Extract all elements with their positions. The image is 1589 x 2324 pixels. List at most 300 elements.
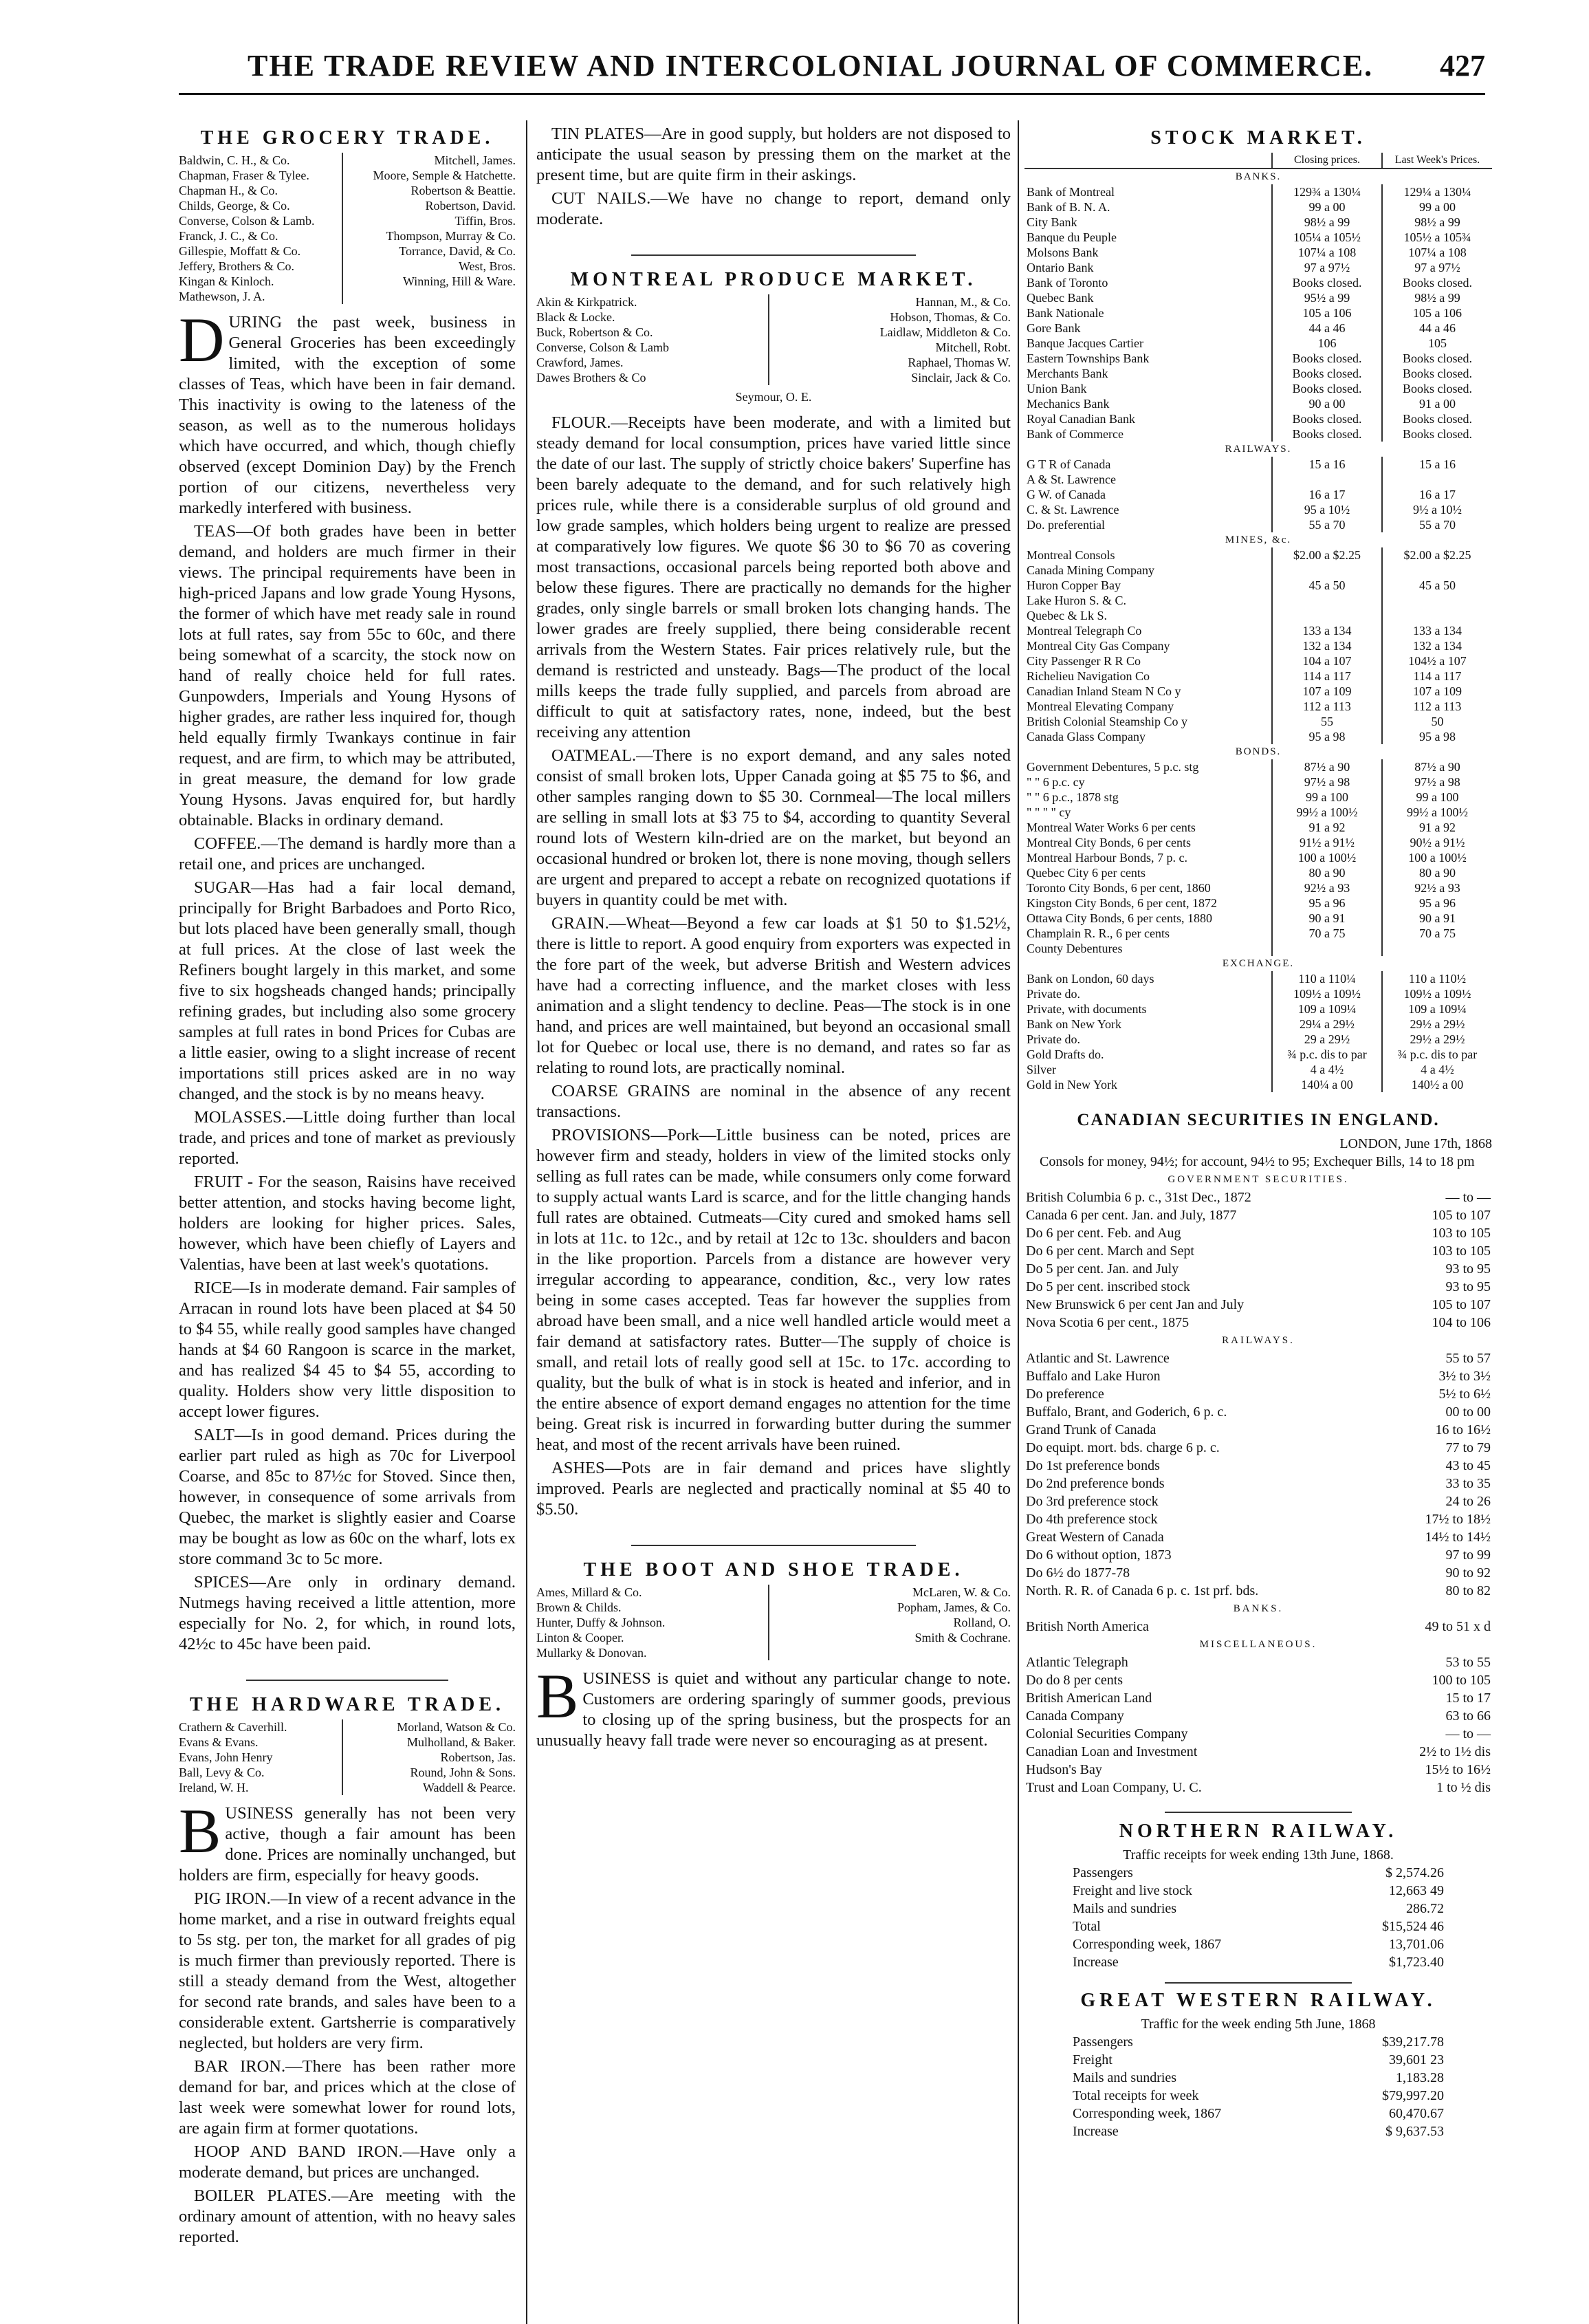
- table-row: [1024, 865, 1492, 880]
- last-week-price: ¾ p.c. dis to par: [1382, 1047, 1492, 1062]
- column-2: [536, 124, 1011, 1754]
- securities-category: RAILWAYS.: [1222, 1335, 1295, 1346]
- securities-category-row: [1024, 1332, 1492, 1349]
- column-3: [1024, 124, 1492, 2140]
- security-name: Molsons Bank: [1027, 246, 1099, 259]
- last-week-price: [1382, 941, 1492, 956]
- closing-price: [1272, 941, 1382, 956]
- firm-name: Mulholland, & Baker.: [407, 1735, 516, 1749]
- last-week-price: Books closed.: [1382, 426, 1492, 442]
- quote: 1 to ½ dis: [1436, 1780, 1491, 1795]
- traffic-item: Mails and sundries: [1073, 2070, 1177, 2085]
- table-row: [1024, 336, 1492, 351]
- security-name: North. R. R. of Canada 6 p. c. 1st prf. bds.: [1026, 1583, 1259, 1598]
- column-1: [179, 124, 516, 2250]
- security-name: Nova Scotia 6 per cent., 1875: [1026, 1315, 1190, 1330]
- last-week-price: 105: [1382, 336, 1492, 351]
- security-name: Silver: [1027, 1063, 1056, 1076]
- security-name: Gold Drafts do.: [1027, 1047, 1104, 1061]
- stock-col-closing: Closing prices.: [1272, 153, 1382, 169]
- security-name: Do 5 per cent. inscribed stock: [1026, 1279, 1190, 1294]
- hardware-title: THE HARDWARE TRADE.: [189, 1694, 505, 1715]
- paragraph: TIN PLATES—Are in good supply, but holders are not disposed to anticipate the usual season by pressing them on the market at the present time, but are quite firm in their askings.: [536, 124, 1011, 184]
- last-week-price: 109½ a 109½: [1382, 986, 1492, 1001]
- paragraph: RICE—Is in moderate demand. Fair samples of Arracan in round lots have been placed at $4 50 to $4 55, while really good samples have changed hands at $4 60 Rangoon is scarce in the market, and has realized $4 45 to $4 55, according to quality. Holders show very little disposition to accept lower figures.: [179, 1279, 516, 1421]
- boot-firms-left: [536, 1585, 768, 1660]
- table-row: [1024, 275, 1492, 290]
- quote: 53 to 55: [1445, 1655, 1491, 1670]
- last-week-price: 95 a 98: [1382, 729, 1492, 744]
- closing-price: [1272, 593, 1382, 608]
- last-week-price: $2.00 a $2.25: [1382, 547, 1492, 563]
- firm-name: Buck, Robertson & Co.: [536, 325, 653, 339]
- closing-price: 95 a 98: [1272, 729, 1382, 744]
- security-name: Do 6½ do 1877-78: [1026, 1565, 1130, 1581]
- security-name: Merchants Bank: [1027, 367, 1108, 380]
- produce-firms-right: [768, 294, 1011, 385]
- last-week-price: 104½ a 107: [1382, 653, 1492, 669]
- firm-name: Evans, John Henry: [179, 1750, 273, 1764]
- firm-name: Ball, Levy & Co.: [179, 1766, 265, 1779]
- table-row: [1024, 1017, 1492, 1032]
- table-row: [1024, 1260, 1492, 1278]
- closing-price: 140¼ a 00: [1272, 1077, 1382, 1092]
- paragraph: SUGAR—Has had a fair local demand, principally for Bright Barbadoes and Porto Rico, but lots placed have been generally small, though at full prices. At the close of last week the Refiners bought largely in this market, and some five to six hogsheads changed hands; principally refining grades, but including also some grocery samples at full rates in bond Prices for Cubas are a little easier, owing to a slight increase of recent importations still prices asked are in no way changed, and the stock is by no means heavy.: [179, 878, 516, 1103]
- last-week-price: 45 a 50: [1382, 578, 1492, 593]
- quote: 43 to 45: [1445, 1458, 1491, 1473]
- table-row: [1024, 1421, 1492, 1439]
- northern-title: NORTHERN RAILWAY.: [1119, 1821, 1398, 1842]
- firm-name: Hobson, Thomas, & Co.: [890, 310, 1011, 324]
- stock-category: RAILWAYS.: [1225, 444, 1292, 455]
- table-row: [1024, 1653, 1492, 1671]
- last-week-price: 97½ a 98: [1382, 774, 1492, 790]
- grocery-body: [179, 305, 516, 1655]
- table-row: [1024, 1725, 1492, 1743]
- table-row: [1024, 366, 1492, 381]
- table-row: [1024, 1403, 1492, 1421]
- closing-price: 70 a 75: [1272, 926, 1382, 941]
- closing-price: 99½ a 100½: [1272, 805, 1382, 820]
- firm-name: Moore, Semple & Hatchette.: [373, 169, 516, 182]
- table-row: [1024, 1349, 1492, 1367]
- security-name: Buffalo, Brant, and Goderich, 6 p. c.: [1026, 1404, 1227, 1420]
- securities-category-row: [1024, 1636, 1492, 1653]
- table-row: [1024, 305, 1492, 321]
- produce-firm-center: Seymour, O. E.: [735, 390, 812, 404]
- paragraph: BAR IRON.—There has been rather more demand for bar, and prices which at the close of last week were somewhat lower for round lots, are again firm at former quotations.: [179, 2057, 516, 2138]
- table-row: [1024, 1001, 1492, 1017]
- paragraph: PIG IRON.—In view of a recent advance in the home market, and a rise in outward freights equal to 5s stg. per ton, the market for all grades of pig is much firmer than previously reported. There is still a steady demand from the West, altogether for second rate brands, and sales have been to a considerable extent. Gartsherrie is comparatively neglected, but holders are very firm.: [179, 1889, 516, 2052]
- closing-price: 29¼ a 29½: [1272, 1017, 1382, 1032]
- last-week-price: [1382, 563, 1492, 578]
- closing-price: 107¼ a 108: [1272, 245, 1382, 260]
- stock-table: [1024, 153, 1492, 1092]
- security-name: Quebec City 6 per cents: [1027, 866, 1146, 880]
- security-name: Do 6 without option, 1873: [1026, 1547, 1172, 1563]
- quote: — to —: [1445, 1726, 1491, 1741]
- section-divider: [246, 1680, 448, 1681]
- security-name: Do do 8 per cents: [1026, 1673, 1124, 1688]
- firm-name: Ireland, W. H.: [179, 1781, 249, 1794]
- last-week-price: [1382, 608, 1492, 623]
- table-row: [1024, 1047, 1492, 1062]
- security-name: City Passenger R R Co: [1027, 654, 1141, 668]
- firm-name: Mitchell, Robt.: [935, 340, 1011, 354]
- total-label: Total: [1073, 1919, 1101, 1934]
- stock-category-row: [1024, 442, 1492, 457]
- closing-price: [1272, 608, 1382, 623]
- quote: 105 to 107: [1432, 1297, 1491, 1312]
- table-row: [1024, 669, 1492, 684]
- security-name: Quebec & Lk S.: [1027, 609, 1107, 622]
- table-row: [1024, 941, 1492, 956]
- security-name: Do 6 per cent. Feb. and Aug: [1026, 1226, 1181, 1241]
- closing-price: 95½ a 99: [1272, 290, 1382, 305]
- quote: 17½ to 18½: [1425, 1512, 1491, 1527]
- table-row: [1024, 1385, 1492, 1403]
- security-name: Bank of Montreal: [1027, 185, 1115, 199]
- firm-name: Mathewson, J. A.: [179, 290, 265, 303]
- security-name: Toronto City Bonds, 6 per cent, 1860: [1027, 881, 1211, 895]
- security-name: Great Western of Canada: [1026, 1530, 1164, 1545]
- stock-title: STOCK MARKET.: [1150, 127, 1366, 149]
- quote: 93 to 95: [1445, 1261, 1491, 1277]
- northern-subtitle: Traffic receipts for week ending 13th June, 1868.: [1123, 1847, 1394, 1863]
- security-name: British American Land: [1026, 1691, 1152, 1706]
- stock-header-row: [1024, 153, 1492, 169]
- traffic-item: Passengers: [1073, 1865, 1133, 1880]
- security-name: Bank of B. N. A.: [1027, 200, 1110, 214]
- gw-table: [1071, 2033, 1445, 2140]
- last-week-price: 91 a 00: [1382, 396, 1492, 411]
- quote: 103 to 105: [1432, 1226, 1491, 1241]
- security-name: G W. of Canada: [1027, 488, 1106, 501]
- security-name: Canada Glass Company: [1027, 730, 1146, 743]
- security-name: Hudson's Bay: [1026, 1762, 1102, 1777]
- last-week-price: 133 a 134: [1382, 623, 1492, 638]
- traffic-item: Freight: [1073, 2052, 1113, 2067]
- closing-price: 45 a 50: [1272, 578, 1382, 593]
- firm-name: Torrance, David, & Co.: [399, 244, 516, 258]
- firm-name: Robertson, David.: [425, 199, 516, 213]
- securities-title: CANADIAN SECURITIES IN ENGLAND.: [1077, 1111, 1440, 1129]
- closing-price: 129¾ a 130¼: [1272, 184, 1382, 199]
- quote: 14½ to 14½: [1425, 1530, 1491, 1545]
- running-title: THE TRADE REVIEW AND INTERCOLONIAL JOURNAL OF COMMERCE.: [248, 49, 1374, 83]
- table-row: [1024, 971, 1492, 986]
- table-row: [1024, 1492, 1492, 1510]
- page-number: 427: [1440, 49, 1485, 83]
- security-name: " " 6 p.c. cy: [1027, 775, 1085, 789]
- grocery-title: THE GROCERY TRADE.: [200, 127, 494, 149]
- table-row: [1024, 1564, 1492, 1582]
- last-week-price: 16 a 17: [1382, 487, 1492, 502]
- security-name: Quebec Bank: [1027, 291, 1094, 305]
- closing-price: Books closed.: [1272, 366, 1382, 381]
- grocery-firms-right: [342, 153, 516, 304]
- security-name: City Bank: [1027, 215, 1077, 229]
- table-row: [1024, 199, 1492, 215]
- quote: 100 to 105: [1432, 1673, 1491, 1688]
- security-name: Do 3rd preference stock: [1026, 1494, 1159, 1509]
- table-row: [1024, 926, 1492, 941]
- last-week-price: 100 a 100½: [1382, 850, 1492, 865]
- security-name: Richelieu Navigation Co: [1027, 669, 1150, 683]
- produce-firms-left: [536, 294, 768, 385]
- firm-name: Crawford, James.: [536, 356, 624, 369]
- paragraph: BUSINESS is quiet and without any particular change to note. Customers are ordering sparingly of summer goods, previous to closing up of the spring business, but the prospects for an unusually heavy fall trade were never so encouraging as at present.: [536, 1661, 1011, 1750]
- paragraph: DURING the past week, business in General Groceries has been exceedingly limited, with the exception of some classes of Teas, which have been in fair demand. This inactivity is owing to the lateness of the season, as well as to the numerous holidays which have occurred, and which, though chiefly observed (except Dominion Day) by the French portion of our citizens, nevertheless very markedly interfered with business.: [179, 305, 516, 517]
- table-row: [1024, 472, 1492, 487]
- firm-name: Black & Locke.: [536, 310, 615, 324]
- table-row: [1024, 986, 1492, 1001]
- column-rule-2: [1018, 120, 1019, 2324]
- last-week-price: 99½ a 100½: [1382, 805, 1492, 820]
- table-row: [1024, 1314, 1492, 1332]
- closing-price: 55 a 70: [1272, 517, 1382, 532]
- closing-price: 99 a 00: [1272, 199, 1382, 215]
- increase-row: [1071, 2122, 1445, 2140]
- closing-price: 100 a 100½: [1272, 850, 1382, 865]
- quote: 2½ to 1½ dis: [1419, 1744, 1491, 1759]
- table-row: [1024, 1278, 1492, 1296]
- table-row: [1024, 774, 1492, 790]
- table-row: [1024, 911, 1492, 926]
- firm-name: Robertson & Beattie.: [410, 184, 516, 197]
- quote: 55 to 57: [1445, 1351, 1491, 1366]
- quote: 77 to 79: [1445, 1440, 1491, 1455]
- stock-category: MINES, &c.: [1225, 534, 1292, 545]
- last-week-price: 44 a 46: [1382, 321, 1492, 336]
- closing-price: 87½ a 90: [1272, 759, 1382, 774]
- stock-category: BONDS.: [1235, 746, 1282, 757]
- security-name: Private do.: [1027, 1032, 1080, 1046]
- table-row: [1024, 563, 1492, 578]
- table-row: [1024, 1439, 1492, 1457]
- table-row: [1024, 699, 1492, 714]
- last-week-price: 114 a 117: [1382, 669, 1492, 684]
- table-row: [1024, 880, 1492, 895]
- closing-price: 110 a 110¼: [1272, 971, 1382, 986]
- firm-name: Laidlaw, Middleton & Co.: [879, 325, 1011, 339]
- last-week-price: [1382, 593, 1492, 608]
- table-row: [1024, 351, 1492, 366]
- closing-price: 90 a 91: [1272, 911, 1382, 926]
- table-row: [1024, 1032, 1492, 1047]
- security-name: Do equipt. mort. bds. charge 6 p. c.: [1026, 1440, 1220, 1455]
- quote: 15½ to 16½: [1425, 1762, 1491, 1777]
- firm-name: Brown & Childs.: [536, 1600, 622, 1614]
- table-row: [1024, 1206, 1492, 1224]
- last-week-price: 70 a 75: [1382, 926, 1492, 941]
- firm-name: Kingan & Kinloch.: [179, 274, 274, 288]
- gw-title: GREAT WESTERN RAILWAY.: [1080, 1990, 1436, 2011]
- table-row: [1024, 805, 1492, 820]
- section-divider: [631, 1545, 916, 1546]
- table-row: [1024, 547, 1492, 563]
- closing-price: 91½ a 91½: [1272, 835, 1382, 850]
- corresponding-value: 60,470.67: [1389, 2106, 1444, 2121]
- increase-row: [1071, 1953, 1445, 1971]
- table-row: [1071, 1864, 1445, 1882]
- last-week-price: Books closed.: [1382, 366, 1492, 381]
- security-name: Atlantic and St. Lawrence: [1026, 1351, 1170, 1366]
- security-name: Montreal Telegraph Co: [1027, 624, 1142, 638]
- last-week-price: 109 a 109¼: [1382, 1001, 1492, 1017]
- firm-name: Evans & Evans.: [179, 1735, 259, 1749]
- paragraph: ASHES—Pots are in fair demand and prices have slightly improved. Pearls are neglected and practically nominal at $5 40 to $5.50.: [536, 1459, 1011, 1519]
- table-row: [1024, 1242, 1492, 1260]
- firm-name: Rolland, O.: [953, 1616, 1011, 1629]
- security-name: Canadian Loan and Investment: [1026, 1744, 1198, 1759]
- last-week-price: 95 a 96: [1382, 895, 1492, 911]
- table-row: [1024, 184, 1492, 199]
- last-week-price: 55 a 70: [1382, 517, 1492, 532]
- closing-price: 97½ a 98: [1272, 774, 1382, 790]
- traffic-item: Passengers: [1073, 2034, 1133, 2050]
- quote: 104 to 106: [1432, 1315, 1491, 1330]
- table-row: [1024, 759, 1492, 774]
- security-name: Do 4th preference stock: [1026, 1512, 1158, 1527]
- last-week-price: 98½ a 99: [1382, 290, 1492, 305]
- security-name: Montreal Elevating Company: [1027, 699, 1174, 713]
- paragraph: PROVISIONS—Pork—Little business can be noted, prices are however firm and steady, holders in view of the limited stocks only selling as full rates can be made, while consumers only come forward to supply actual wants Lard is scarce, and for the little changing hands full rates are obtained. Cutmeats—City cured and smoked hams sell in lots at 11c. to 12c., and by retail at 12c to 13c. shoulders and bacon in the like proportion. Parcels from a distance are however very irregular according to appearance, condition, &c., very low rates being in some cases accepted. Teas far however the supplies from abroad have been small, and a nice well handled article would meet a fair demand at satisfactory rates. Butter—The supply of choice is small, and retail lots of really good sell at 15c. to 17c. according to quality, but the bulk of what is in stock is heated and inferior, and in the entire absence of export demand engages no attention for the time being. Great risk is incurred in forwarding butter during the summer heat, and most of the recent arrivals have been ruined.: [536, 1126, 1011, 1454]
- boot-firms-right: [768, 1585, 1011, 1660]
- table-row: [1024, 850, 1492, 865]
- total-value: $15,524 46: [1382, 1919, 1444, 1934]
- traffic-value: 1,183.28: [1396, 2070, 1444, 2085]
- closing-price: 16 a 17: [1272, 487, 1382, 502]
- closing-price: 112 a 113: [1272, 699, 1382, 714]
- security-name: Ontario Bank: [1027, 261, 1094, 274]
- securities-category: BANKS.: [1233, 1603, 1284, 1614]
- closing-price: 80 a 90: [1272, 865, 1382, 880]
- paragraph: HOOP AND BAND IRON.—Have only a moderate demand, but prices are unchanged.: [179, 2142, 516, 2182]
- table-row: [1024, 1457, 1492, 1475]
- stock-category-row: [1024, 169, 1492, 184]
- closing-price: 106: [1272, 336, 1382, 351]
- stock-category: EXCHANGE.: [1222, 958, 1295, 969]
- security-name: Private, with documents: [1027, 1002, 1147, 1016]
- table-row: [1024, 790, 1492, 805]
- security-name: Canada Mining Company: [1027, 563, 1154, 577]
- closing-price: Books closed.: [1272, 275, 1382, 290]
- security-name: Private do.: [1027, 987, 1080, 1001]
- security-name: County Debentures: [1027, 942, 1123, 955]
- firm-name: Gillespie, Moffatt & Co.: [179, 244, 301, 258]
- paragraph: SPICES—Are only in ordinary demand. Nutmegs having received a little attention, more especially for No. 2, for which, in round lots, 42½c to 45c have been paid.: [179, 1573, 516, 1653]
- firm-name: Converse, Colson & Lamb: [536, 340, 669, 354]
- firm-name: Tiffin, Bros.: [454, 214, 516, 228]
- increase-value: $ 9,637.53: [1385, 2124, 1444, 2139]
- quote: 105 to 107: [1432, 1208, 1491, 1223]
- security-name: Bank Nationale: [1027, 306, 1104, 320]
- table-row: [1024, 1671, 1492, 1689]
- table-row: [1024, 487, 1492, 502]
- traffic-item: Mails and sundries: [1073, 1901, 1177, 1916]
- closing-price: 91 a 92: [1272, 820, 1382, 835]
- quote: — to —: [1445, 1190, 1491, 1205]
- security-name: British Colonial Steamship Co y: [1027, 715, 1188, 728]
- table-row: [1071, 2051, 1445, 2069]
- security-name: Buffalo and Lake Huron: [1026, 1369, 1161, 1384]
- table-row: [1024, 260, 1492, 275]
- stock-category-row: [1024, 956, 1492, 971]
- table-row: [1024, 1062, 1492, 1077]
- closing-price: 95 a 10½: [1272, 502, 1382, 517]
- security-name: G T R of Canada: [1027, 457, 1111, 471]
- table-row: [1024, 1224, 1492, 1242]
- security-name: Lake Huron S. & C.: [1027, 594, 1126, 607]
- closing-price: 95 a 96: [1272, 895, 1382, 911]
- closing-price: [1272, 472, 1382, 487]
- closing-price: 4 a 4½: [1272, 1062, 1382, 1077]
- closing-price: 114 a 117: [1272, 669, 1382, 684]
- last-week-price: 90½ a 91½: [1382, 835, 1492, 850]
- produce-title: MONTREAL PRODUCE MARKET.: [570, 269, 977, 290]
- security-name: Huron Copper Bay: [1027, 578, 1121, 592]
- securities-category: GOVERNMENT SECURITIES.: [1168, 1174, 1349, 1185]
- table-row: [1024, 1546, 1492, 1564]
- paragraph: CUT NAILS.—We have no change to report, demand only moderate.: [536, 189, 1011, 228]
- firm-name: Childs, George, & Co.: [179, 199, 290, 213]
- security-name: Do 5 per cent. Jan. and July: [1026, 1261, 1179, 1277]
- table-row: [1024, 245, 1492, 260]
- total-row: [1071, 1918, 1445, 1935]
- quote: 103 to 105: [1432, 1244, 1491, 1259]
- security-name: Eastern Townships Bank: [1027, 351, 1150, 365]
- table-row: [1024, 457, 1492, 472]
- total-row: [1071, 2087, 1445, 2105]
- last-week-price: 90 a 91: [1382, 911, 1492, 926]
- table-row: [1024, 1761, 1492, 1779]
- security-name: British Columbia 6 p. c., 31st Dec., 1872: [1026, 1190, 1251, 1205]
- closing-price: 55: [1272, 714, 1382, 729]
- increase-value: $1,723.40: [1389, 1955, 1444, 1970]
- firm-name: Morland, Watson & Co.: [397, 1720, 516, 1734]
- firm-name: Round, John & Sons.: [410, 1766, 516, 1779]
- firm-name: Converse, Colson & Lamb.: [179, 214, 315, 228]
- security-name: Champlain R. R., 6 per cents: [1027, 926, 1170, 940]
- last-week-price: 80 a 90: [1382, 865, 1492, 880]
- grocery-firms-left: [179, 153, 342, 304]
- security-name: Montreal City Bonds, 6 per cents: [1027, 836, 1191, 849]
- last-week-price: 107 a 109: [1382, 684, 1492, 699]
- section-divider: [1165, 1812, 1352, 1813]
- security-name: Banque Jacques Cartier: [1027, 336, 1143, 350]
- security-name: British North America: [1026, 1619, 1149, 1634]
- security-name: Montreal Water Works 6 per cents: [1027, 821, 1196, 834]
- hardware-firms-right: [342, 1719, 516, 1795]
- firm-name: Chapman, Fraser & Tylee.: [179, 169, 309, 182]
- closing-price: ¾ p.c. dis to par: [1272, 1047, 1382, 1062]
- closing-price: Books closed.: [1272, 426, 1382, 442]
- table-row: [1024, 835, 1492, 850]
- firm-name: Jeffery, Brothers & Co.: [179, 259, 294, 273]
- last-week-price: 92½ a 93: [1382, 880, 1492, 895]
- closing-price: 133 a 134: [1272, 623, 1382, 638]
- security-name: Canada 6 per cent. Jan. and July, 1877: [1026, 1208, 1237, 1223]
- traffic-value: $39,217.78: [1382, 2034, 1444, 2050]
- last-week-price: 4 a 4½: [1382, 1062, 1492, 1077]
- last-week-price: 99 a 00: [1382, 199, 1492, 215]
- security-name: New Brunswick 6 per cent Jan and July: [1026, 1297, 1245, 1312]
- table-row: [1024, 321, 1492, 336]
- last-week-price: 110 a 110½: [1382, 971, 1492, 986]
- security-name: Montreal Harbour Bonds, 7 p. c.: [1027, 851, 1187, 865]
- table-row: [1024, 1618, 1492, 1636]
